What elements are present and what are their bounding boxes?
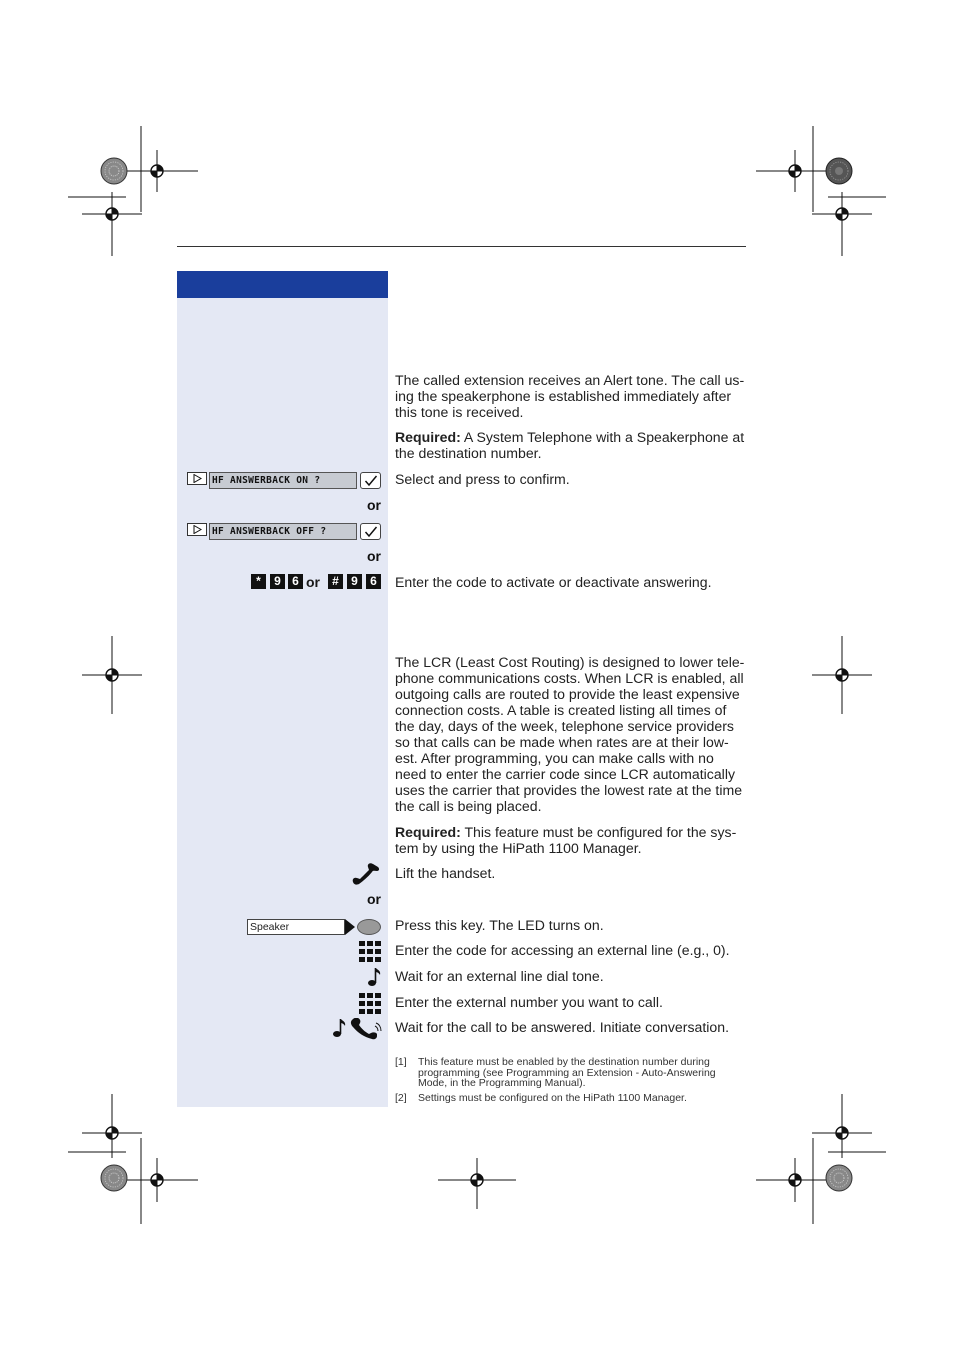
- footnote-2-number: [2]: [395, 1092, 407, 1104]
- music-note-icon: [333, 1018, 347, 1038]
- key-star[interactable]: *: [251, 574, 266, 589]
- lcr-description: The LCR (Least Cost Routing) is designed to lower tele- phone communications costs. When LCR is enabled, all outgoing calls are routed to provide the least expensive connection costs. A table is created listing all times of the day, days of the week, telephone service providers so that calls can be made when rates are at their low- est. After programming, you can make calls with no need to enter the carrier code since LCR automatically uses the carrier that provides the lowest rate at the time the call is being placed.: [395, 654, 745, 814]
- keypad-icon: [359, 993, 381, 1014]
- lcr-required: Required: This feature must be configured for the sys- tem by using the HiPath 1100 Manager.: [395, 824, 737, 856]
- display-hf-answerback-off[interactable]: HF ANSWERBACK OFF ?: [209, 523, 357, 540]
- checkmark-icon: [364, 475, 378, 487]
- instruction-column: [177, 271, 388, 1107]
- enter-code-text: Enter the code for accessing an external line (e.g., 0).: [395, 942, 730, 958]
- wait-answer-text: Wait for the call to be answered. Initiate conversation.: [395, 1019, 729, 1035]
- key-hash[interactable]: #: [328, 574, 343, 589]
- display-hf-answerback-on[interactable]: HF ANSWERBACK ON ?: [209, 472, 357, 489]
- footnote-2-text: Settings must be configured on the HiPath 1100 Manager.: [418, 1092, 687, 1104]
- or-label: or: [367, 891, 381, 907]
- column-header-bar: [177, 271, 388, 298]
- scroll-arrow-button[interactable]: [187, 472, 207, 485]
- footnote-1-number: [1]: [395, 1056, 407, 1068]
- scroll-arrow-button[interactable]: [187, 523, 207, 536]
- footnote-1-text: This feature must be enabled by the destination number during programming (see Programming an Extension - Auto-Answering Mode, in the Programming Manual).: [418, 1056, 716, 1090]
- or-label: or: [367, 497, 381, 513]
- select-confirm-text: Select and press to confirm.: [395, 471, 570, 487]
- enter-number-text: Enter the external number you want to call.: [395, 994, 663, 1010]
- confirm-button[interactable]: [360, 472, 381, 489]
- key-6[interactable]: 6: [288, 574, 303, 589]
- header-rule: [177, 246, 746, 247]
- handset-icon: [351, 862, 381, 886]
- speaker-key-label[interactable]: Speaker: [247, 919, 345, 935]
- speaker-key-button[interactable]: [357, 919, 381, 935]
- or-label: or: [367, 548, 381, 564]
- checkmark-icon: [364, 526, 378, 538]
- arrow-right-icon: [192, 525, 202, 534]
- press-key-text: Press this key. The LED turns on.: [395, 917, 604, 933]
- pointer-arrow-icon: [345, 919, 355, 935]
- keypad-icon: [359, 941, 381, 962]
- confirm-button[interactable]: [360, 523, 381, 540]
- ringing-handset-icon: [350, 1018, 382, 1040]
- key-9[interactable]: 9: [347, 574, 362, 589]
- lift-handset-text: Lift the handset.: [395, 865, 496, 881]
- wait-tone-text: Wait for an external line dial tone.: [395, 968, 604, 984]
- answerback-required: Required: A System Telephone with a Speakerphone at the destination number.: [395, 429, 745, 461]
- key-9[interactable]: 9: [270, 574, 285, 589]
- code-or-label: or: [306, 574, 320, 590]
- answerback-intro: The called extension receives an Alert tone. The call us- ing the speakerphone is established immediately after this tone is received.: [395, 372, 745, 420]
- key-6[interactable]: 6: [366, 574, 381, 589]
- music-note-icon: [368, 967, 382, 987]
- code-text: Enter the code to activate or deactivate answering.: [395, 574, 712, 590]
- arrow-right-icon: [192, 474, 202, 483]
